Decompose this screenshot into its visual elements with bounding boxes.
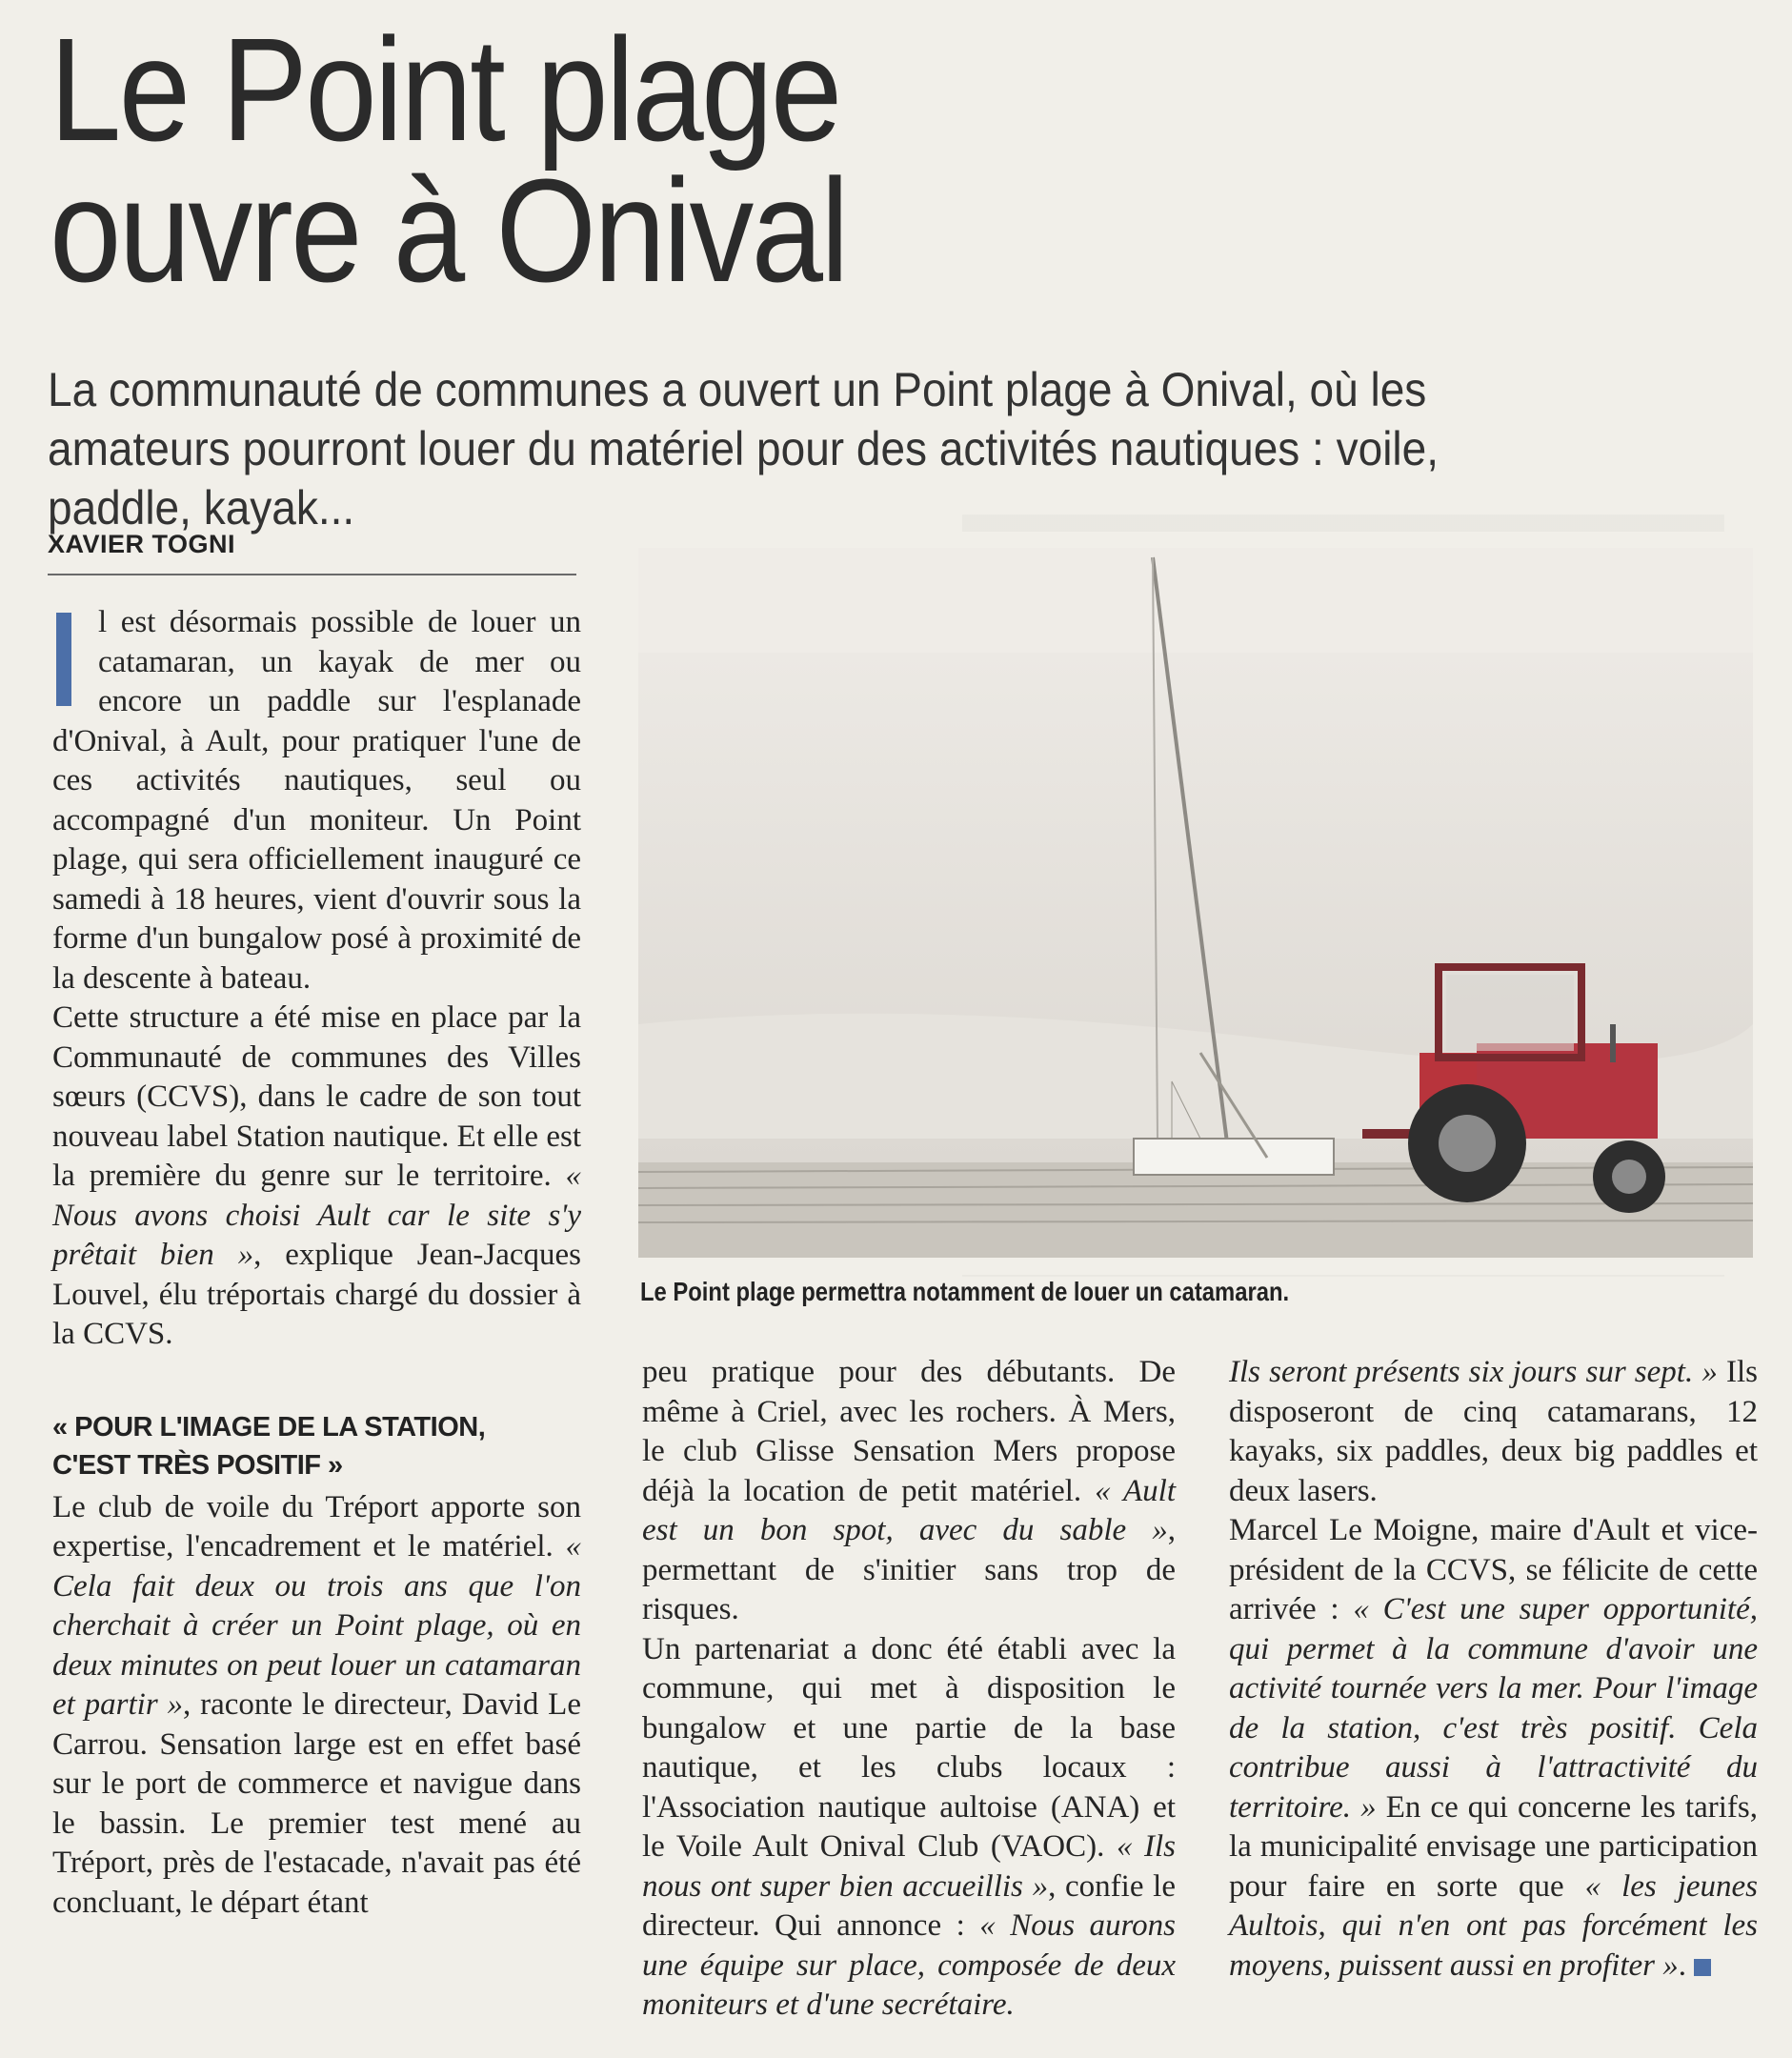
quote: « Ault est un bon spot, avec du sable » xyxy=(642,1473,1177,1547)
beach-tractor-catamaran-illustration xyxy=(638,548,1753,1258)
headline xyxy=(50,8,972,313)
paragraph-text: Le club de voile du Tréport apporte son expertise, l'encadrement et le matériel. xyxy=(52,1489,581,1564)
end-of-article-mark xyxy=(1694,1959,1711,1976)
photo-caption: Le Point plage permettra notamment de louer un catamaran. xyxy=(640,1277,1290,1306)
quote: « Ils nous ont super bien accueillis » xyxy=(642,1829,1177,1904)
quote: « C'est une super opportunité, qui permet à la commune d'avoir une activité tournée vers la mer. Pour l'image de la station, c'est très positif. Cela contribue aussi à l'attractivité du territoire. » xyxy=(1229,1592,1758,1825)
paragraph-text: . xyxy=(1678,1947,1686,1983)
paragraph-text: , permettant de s'initier sans trop de risques. xyxy=(642,1513,1176,1626)
sand-strip xyxy=(638,1162,1753,1258)
article-photo xyxy=(638,548,1753,1258)
column-1 xyxy=(52,603,581,1923)
subheading-line-1: « POUR L'IMAGE DE LA STATION, xyxy=(52,1411,486,1443)
quote: Ils seront présents six jours sur sept. » xyxy=(1229,1355,1718,1389)
column-3 xyxy=(1229,1353,1758,1986)
subheading-line-2: C'EST TRÈS POSITIF » xyxy=(52,1449,343,1481)
paragraph xyxy=(642,1630,1176,2026)
paragraph xyxy=(52,1488,581,1924)
paragraph-text: Marcel Le Moigne, maire d'Ault et vice-président de la CCVS, se félicite de cette arrivée : xyxy=(1229,1513,1758,1626)
paragraph xyxy=(642,1353,1176,1630)
paragraph xyxy=(1229,1511,1758,1986)
paragraph-text: peu pratique pour des débutants. De même à Criel, avec les rochers. À Mers, le club Glisse Sensation Mers propose déjà la location de petit matériel. xyxy=(642,1355,1176,1508)
paragraph-text: , confie le directeur. Qui annonce : xyxy=(642,1868,1176,1943)
paragraph-text: En ce qui concerne les tarifs, la municipalité envisage une participation pour faire en sorte que xyxy=(1229,1789,1758,1904)
paragraph-text: l est désormais possible de louer un catamaran, un kayak de mer ou encore un paddle sur l'esplanade d'Onival, à Ault, pour pratiquer l'une de ces activités nautiques, seul ou accompagné d'un moniteur. Un Point plage, qui sera officiellement inauguré ce samedi à 18 heures, vient d'ouvrir sous la forme d'un bungalow posé à proximité de la descente à bateau. xyxy=(52,605,581,996)
subheading xyxy=(52,1408,581,1484)
paragraph xyxy=(52,999,581,1355)
column-2 xyxy=(642,1353,1176,2026)
headline-line-1: Le Point plage xyxy=(50,8,840,172)
drop-cap-bar xyxy=(56,613,71,706)
quote: « Cela fait deux ou trois ans que l'on cherchait à créer un Point plage, où en deux minutes on peut louer un catamaran et partir » xyxy=(52,1529,581,1722)
headline-line-2: ouvre à Onival xyxy=(50,149,847,313)
byline-rule xyxy=(48,574,576,575)
paragraph xyxy=(52,603,581,999)
byline: XAVIER TOGNI xyxy=(48,530,236,558)
quote: « Nous aurons une équipe sur place, composée de deux moniteurs et d'une secrétaire. xyxy=(642,1908,1176,2022)
paragraph-text: , explique Jean-Jacques Louvel, élu tréportais chargé du dossier à la CCVS. xyxy=(52,1238,581,1351)
paragraph-text: Cette structure a été mise en place par la Communauté de communes des Villes sœurs (CCVS), dans le cadre de son tout nouveau label Station nautique. Et elle est la première du genre sur le territoire. xyxy=(52,1000,581,1193)
paragraph xyxy=(1229,1353,1758,1511)
paragraph-text: Un partenariat a donc été établi avec la commune, qui met à disposition le bungalow et une partie de la base nautique, et les clubs locaux : l'Association nautique aultoise (ANA) et le Voile Ault Onival Club (VAOC). xyxy=(642,1631,1176,1864)
quote: « les jeunes Aultois, qui n'en ont pas forcément les moyens, puissent aussi en profiter » xyxy=(1229,1868,1759,1983)
article-deck: La communauté de communes a ouvert un Point plage à Onival, où les amateurs pourront louer du matériel pour des activités nautiques : voile, paddle, kayak... xyxy=(48,363,1440,535)
paragraph-text: , raconte le directeur, David Le Carrou. Sensation large est en effet basé sur le port de commerce et navigue dans le bassin. Le premier test mené au Tréport, près de l'estacade, n'avait pas été concluant, le départ étant xyxy=(52,1687,581,1920)
paragraph-text: Ils disposeront de cinq catamarans, 12 kayaks, six paddles, deux big paddles et deux lasers. xyxy=(1229,1355,1758,1508)
quote: « Nous avons choisi Ault car le site s'y prêtait bien » xyxy=(52,1159,581,1272)
